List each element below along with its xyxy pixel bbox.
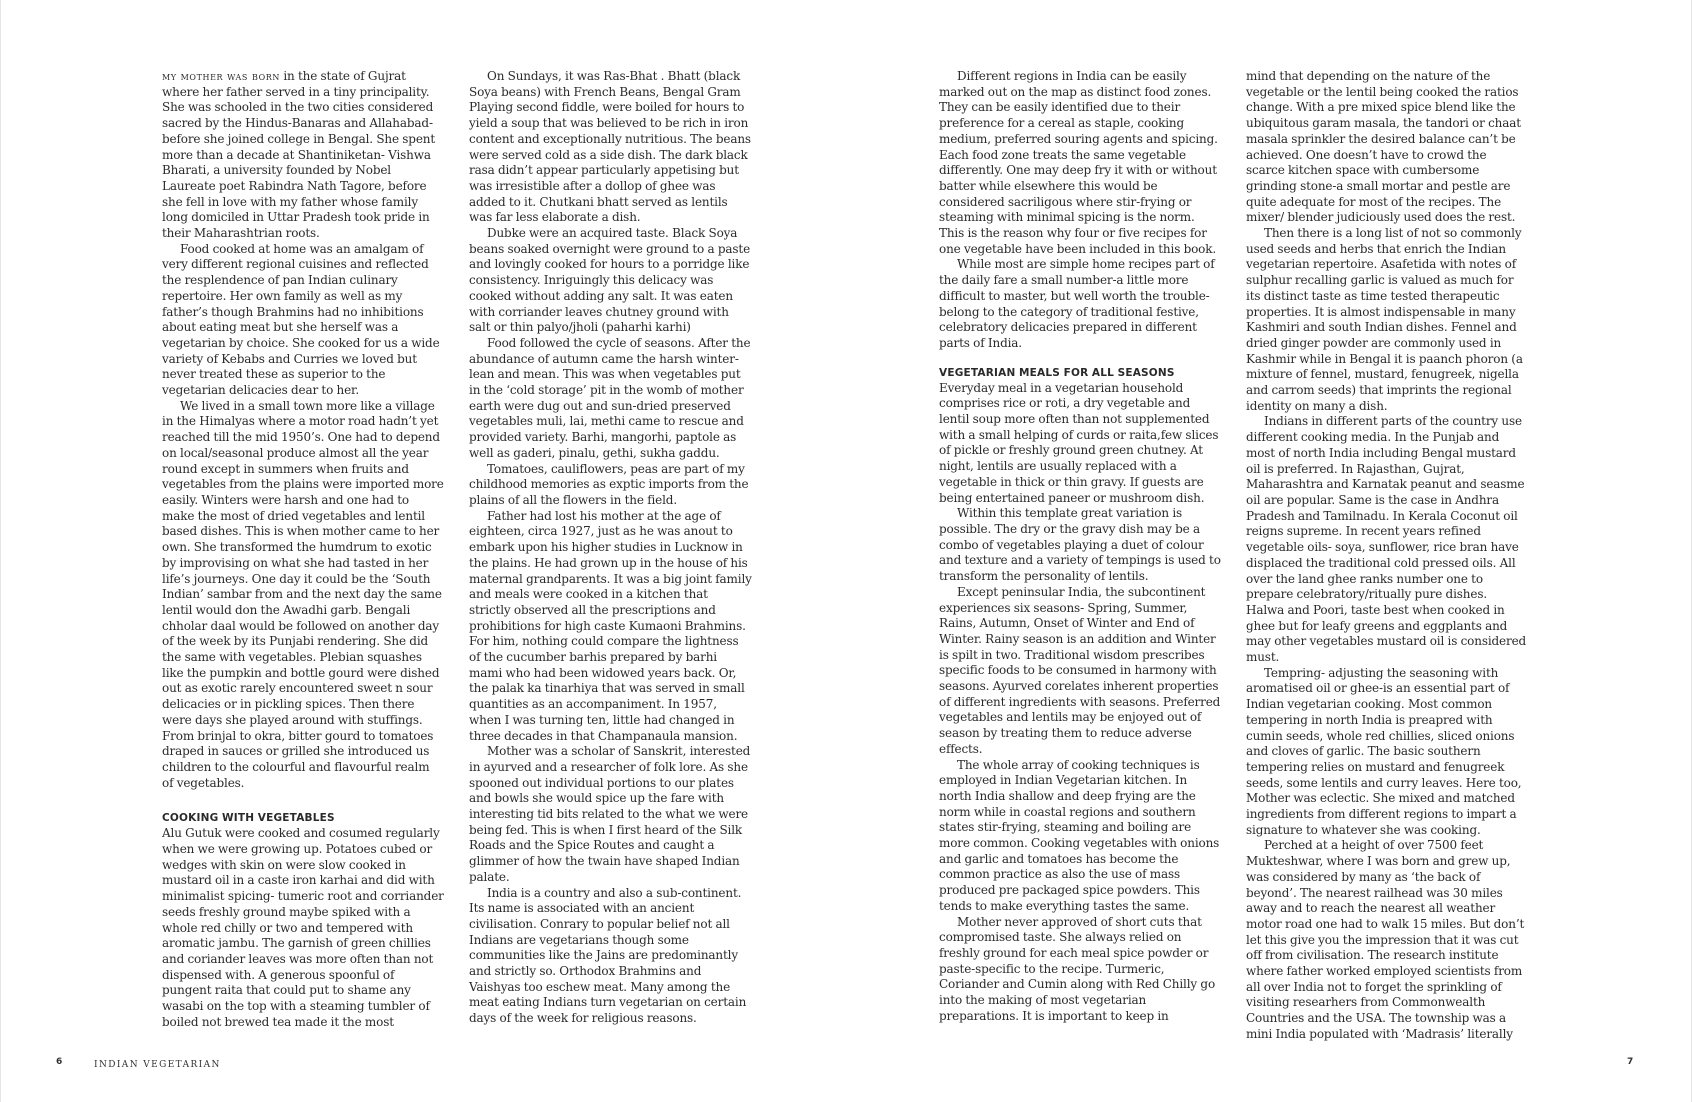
left-page-column-1: [162, 69, 444, 1030]
paragraph: The whole array of cooking techniques is employed in Indian Vegetarian kitchen. In north India shallow and deep frying are the norm while in coastal regions and southern states stir-frying, steaming and boiling are more common. Cooking vegetables with onions and garlic and tomatoes has become the common practice as also the use of mass produced pre packaged spice powders. This tends to make everything tastes the same.: [939, 757, 1220, 913]
opening-paragraph: [162, 69, 444, 242]
paragraph: Dubke were an acquired taste. Black Soya beans soaked overnight were ground to a paste and lovingly cooked for hours to a porridge like consistency. Inriguingly this delicacy was cooked without adding any salt. It was eaten with corriander leaves chutney ground with salt or thin palyo/jholi (paharhi karhi): [469, 226, 751, 335]
paragraph: Within this template great variation is possible. The dry or the gravy dish may be a combo of vegetables playing a duet of colour and texture and a variety of tempings is used to transform the personality of lentils.: [939, 506, 1221, 584]
right-page-column-2: [1246, 69, 1528, 1043]
paragraph: Perched at a height of over 7500 feet Mukteshwar, where I was born and grew up, was considered by many as ‘the back of beyond’. The nearest railhead was 30 miles away and to reach the nearest all weather motor road one had to walk 15 miles. But don’t let this give you the impression that it was cut off from civilisation. The research institute where father worked employed scientists from all over India not to forget the sprinkling of visiting researhers from Commonwealth Countries and the USA. The township was a mini India populated with ‘Madrasis’ literally: [1246, 838, 1525, 1041]
paragraph: Mother never approved of short cuts that compromised taste. She always relied on freshly ground for each meal spice powder or paste-specific to the recipe. Turmeric, Coriander and Cumin along with Red Chilly go into the making of most vegetarian preparations. It is important to keep in: [939, 914, 1216, 1023]
paragraph: Food cooked at home was an amalgam of very different regional cuisines and reflected the resplendence of pan Indian culinary repertoire. Her own family as well as my father’s though Brahmins had no inhibitions about eating meat but she herself was a vegetarian by choice. She cooked for us a wide variety of Kebabs and Curries we loved but never treated these as superior to the vegetarian delicacies dear to her.: [162, 241, 440, 398]
lead-in-smallcaps: my mother was born: [162, 69, 280, 83]
left-page-edge: [0, 0, 1, 1102]
paragraph: Different regions in India can be easily marked out on the map as distinct food zones. They can be easily identified due to their preference for a cereal as staple, cooking medium, preferred souring agents and spicing. Each food zone treats the same vegetable differently. One may deep fry it with or without batter while elsewhere this would be considered sacriligous where stir-frying or steaming with minimal spicing is the norm. This is the reason why four or five recipes for one vegetable have been included in this book.: [939, 69, 1218, 256]
paragraph: On Sundays, it was Ras-Bhat . Bhatt (black Soya beans) with French Beans, Bengal Gram Playing second fiddle, were boiled for hours to yield a soup that was believed to be rich in iron content and exceptionally nutritious. The beans were served cold as a side dish. The dark black rasa didn’t appear particularly appetising but was irresistible after a dollop of ghee was added to it. Chutkani bhatt served as lentils was far less elaborate a dish.: [469, 69, 751, 225]
paragraph: Everyday meal in a vegetarian household comprises rice or roti, a dry vegetable and lentil soup more often than not supplemented with a small helping of curds or raita,few slices of pickle or freshly ground green chutney. At night, lentils are usually replaced with a vegetable in thick or thin gravy. If guests are being entertained paneer or mushroom dish.: [939, 380, 1219, 505]
right-page-number: 7: [1627, 1057, 1634, 1067]
paragraph: We lived in a small town more like a village in the Himalyas where a motor road hadn’t yet reached till the mid 1950’s. One had to depend on local/seasonal produce almost all the year round except in summers when fruits and vegetables from the plains were imported more easily. Winters were harsh and one had to make the most of dried vegetables and lentil based dishes. This is when mother came to her own. She transformed the humdrum to exotic by improvising on what she had tasted in her life’s journeys. One day it could be the ‘South Indian’ sambar from and the next day the same lentil would don the Awadhi garb. Bengali chholar daal would be followed on another day of the week by its Punjabi rendering. She did the same with vegetables. Plebian squashes like the pumpkin and bottle gourd were dished out as exotic rarely encountered sweet n sour delicacies or in pickling spices. Then there were days she played around with stuffings. From brinjal to okra, bitter gourd to tomatoes draped in sauces or grilled she introduced us children to the colourful and flavourful realm of vegetables.: [162, 398, 444, 790]
paragraph: While most are simple home recipes part of the daily fare a small number-a little more difficult to master, but well worth the trouble- belong to the category of traditional festive, celebratory delicacies prepared in different parts of India.: [939, 257, 1215, 350]
paragraph: Tomatoes, cauliflowers, peas are part of my childhood memories as exptic imports from the plains of all the flowers in the field.: [469, 461, 749, 507]
right-page-column-1: [939, 69, 1222, 1024]
left-page-number: 6: [56, 1057, 63, 1067]
running-title: INDIAN VEGETARIAN: [94, 1060, 221, 1070]
paragraph: Indians in different parts of the country use different cooking media. In the Punjab and most of north India including Bengal mustard oil is preferred. In Rajasthan, Gujrat, Maharashtra and Karnatak peanut and seasme oil are popular. Same is the case in Andhra Pradesh and Tamilnadu. In Kerala Coconut oil reigns supreme. In recent years refined vegetable oils- soya, sunflower, rice bran have displaced the traditional cold pressed oils. All over the land ghee ranks number one to prepare celebratory/ritually pure dishes. Halwa and Poori, taste best when cooked in ghee but for leafy greens and eggplants and may other vegetables mustard oil is considered must.: [1246, 414, 1527, 665]
section-heading-cooking-with-vegetables: COOKING WITH VEGETABLES: [162, 812, 335, 825]
paragraph: India is a country and also a sub-continent. Its name is associated with an ancient civilisation. Conrary to popular belief not all Indians are vegetarians though some communities like the Jains are predominantly and strictly so. Orthodox Brahmins and Vaishyas too eschew meat. Many among the meat eating Indians turn vegetarian on certain days of the week for religious reasons.: [469, 885, 747, 1026]
paragraph: Food followed the cycle of seasons. After the abundance of autumn came the harsh winter- lean and mean. This was when vegetables put in the ‘cold storage’ pit in the womb of mother earth were dug out and sun-dried preserved vegetables muli, lai, methi came to rescue and provided variety. Barhi, mangorhi, paptole as well as gaderi, pinalu, gethi, sukha gaddu.: [469, 335, 751, 460]
left-page-column-2: [469, 69, 752, 1027]
paragraph: Except peninsular India, the subcontinent experiences six seasons- Spring, Summer, Rains, Autumn, Onset of Winter and End of Winter. Rainy season is an addition and Winter is spilt in two. Traditional wisdom prescribes specific foods to be consumed in harmony with seasons. Ayurved corelates inherent properties of different ingredients with seasons. Preferred vegetables and lentils may be enjoyed out of season by treating them to reduce adverse effects.: [939, 584, 1221, 756]
paragraph: mind that depending on the nature of the vegetable or the lentil being cooked the ratios change. With a pre mixed spice blend like the ubiquitous garam masala, the tandori or chaat masala sprinkler the desired balance can’t be achieved. One doesn’t have to crowd the scarce kitchen space with cumbersome grinding stone-a small mortar and pestle are quite adequate for most of the recipes. The mixer/ blender judiciously used does the rest.: [1246, 69, 1521, 225]
paragraph: Tempring- adjusting the seasoning with aromatised oil or ghee-is an essential part of Indian vegetarian cooking. Most common tempering in north India is preapred with cumin seeds, whole red chillies, sliced onions and cloves of garlic. The basic southern tempering relies on mustard and fenugreek seeds, some lentils and curry leaves. Here too, Mother was eclectic. She mixed and matched ingredients from different regions to impart a signature to whatever she was cooking.: [1246, 665, 1522, 837]
section-heading-vegetarian-meals: VEGETARIAN MEALS FOR ALL SEASONS: [939, 366, 1175, 379]
opening-paragraph-text: in the state of Gujrat where her father served in a tiny principality. She was schooled in the two cities considered sacred by the Hindus-Banaras and Allahabad- before she joined college in Bengal. She spent more than a decade at Shantiniketan- Vishwa Bharati, a university founded by Nobel Laureate poet Rabindra Nath Tagore, before she fell in love with my father whose family long domiciled in Uttar Pradesh took pride in their Maharashtrian roots.: [162, 69, 436, 241]
paragraph: Mother was a scholar of Sanskrit, interested in ayurved and a researcher of folk lore. As she spooned out individual portions to our plates and bowls she would spice up the fare with interesting tid bits related to the what we were being fed. This is when I first heard of the Silk Roads and the Spice Routes and caught a glimmer of how the twain have shaped Indian palate.: [469, 744, 751, 884]
paragraph: Then there is a long list of not so commonly used seeds and herbs that enrich the Indian vegetarian repertoire. Asafetida with notes of sulphur recalling garlic is valued as much for its distinct taste as time tested therapeutic properties. It is almost indispensable in many Kashmiri and south Indian dishes. Fennel and dried ginger powder are commonly used in Kashmir while in Bengal it is paanch phoron (a mixture of fennel, mustard, fenugreek, nigella and carrom seeds) that imprints the regional identity on many a dish.: [1246, 226, 1523, 413]
paragraph: Alu Gutuk were cooked and cosumed regularly when we were growing up. Potatoes cubed or wedges with skin on were slow cooked in mustard oil in a caste iron karhai and did with minimalist spicing- tumeric root and corriander seeds freshly ground maybe spiked with a whole red chilly or two and tempered with aromatic jambu. The garnish of green chillies and coriander leaves was more often than not dispensed with. A generous spoonful of pungent raita that could put to shame any wasabi on the top with a steaming tumbler of boiled not brewed tea made it the most: [162, 826, 444, 1029]
paragraph: Father had lost his mother at the age of eighteen, circa 1927, just as he was anout to embark upon his higher studies in Lucknow in the plains. He had grown up in the house of his maternal grandparents. It was a big joint family and meals were cooked in a kitchen that strictly observed all the prescriptions and prohibitions for high caste Kumaoni Brahmins. For him, nothing could compare the lightness of the cucumber barhis prepared by barhi mami who had been widowed years back. Or, the palak ka tinarhiya that was served in small quantities as an accompaniment. In 1957, when I was turning ten, little had changed in three decades in that Champanaula mansion.: [469, 508, 752, 743]
